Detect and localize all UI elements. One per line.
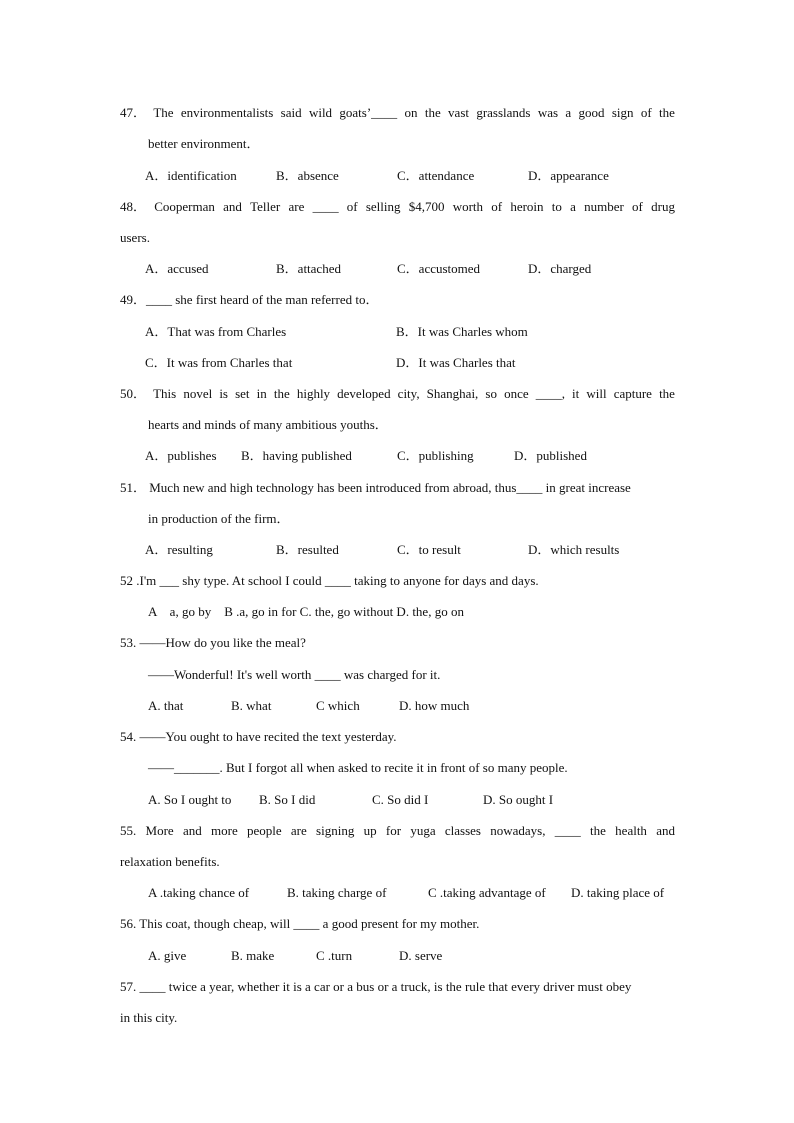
question-48-line-2: users. (120, 230, 150, 245)
question-56-option-a[interactable]: A. give (148, 948, 187, 963)
question-50-line-2: hearts and minds of many ambitious youths． (148, 417, 388, 432)
question-47-option-a[interactable]: A．identification (145, 168, 237, 183)
question-47-option-c[interactable]: C．attendance (397, 168, 475, 183)
question-51-option-b[interactable]: B．resulted (276, 542, 339, 557)
question-56-option-b[interactable]: B. make (231, 948, 275, 963)
question-56-option-d[interactable]: D. serve (399, 948, 443, 963)
question-55-option-d[interactable]: D. taking place of (571, 885, 665, 900)
question-50-line-1: 50． This novel is set in the highly developed city, Shanghai, so once ____, it will capture the (120, 386, 675, 401)
question-55-option-a[interactable]: A .taking chance of (148, 885, 250, 900)
question-53-option-b[interactable]: B. what (231, 698, 272, 713)
question-56-line-1: 56. This coat, though cheap, will ____ a good present for my mother. (120, 916, 480, 931)
question-54-line-1: 54. ——You ought to have recited the text yesterday. (120, 729, 397, 744)
question-55-option-b[interactable]: B. taking charge of (287, 885, 387, 900)
question-50-option-a[interactable]: A．publishes (145, 448, 217, 463)
question-49-option-d[interactable]: D．It was Charles that (396, 355, 516, 370)
question-49-option-a[interactable]: A．That was from Charles (145, 324, 287, 339)
question-55-line-1: 55. More and more people are signing up for yuga classes nowadays, ____ the health and (120, 823, 675, 838)
question-53-option-d[interactable]: D. how much (399, 698, 470, 713)
question-49-line-1: 49．____ she first heard of the man referred to． (120, 292, 379, 307)
question-48-option-a[interactable]: A．accused (145, 261, 209, 276)
question-47-line-1: 47． The environmentalists said wild goats’____ on the vast grasslands was a good sign of the (120, 105, 675, 120)
question-49-option-c[interactable]: C．It was from Charles that (145, 355, 293, 370)
question-50-option-b[interactable]: B．having published (241, 448, 352, 463)
question-50-option-d[interactable]: D．published (514, 448, 587, 463)
question-53-option-a[interactable]: A. that (148, 698, 184, 713)
question-47-option-d[interactable]: D．appearance (528, 168, 609, 183)
question-51-line-1: 51． Much new and high technology has been introduced from abroad, thus____ in great increase (120, 480, 631, 495)
question-53-line-2: ——Wonderful! It's well worth ____ was charged for it. (148, 667, 441, 682)
question-47-option-b[interactable]: B．absence (276, 168, 339, 183)
question-52-options[interactable]: A a, go by B .a, go in for C. the, go without D. the, go on (148, 604, 464, 619)
question-51-line-2: in production of the firm． (148, 511, 290, 526)
question-54-option-c[interactable]: C. So did I (372, 792, 429, 807)
question-55-option-c[interactable]: C .taking advantage of (428, 885, 546, 900)
question-54-option-a[interactable]: A. So I ought to (148, 792, 232, 807)
question-51-option-d[interactable]: D．which results (528, 542, 620, 557)
question-54-line-2: ——_______. But I forgot all when asked to recite it in front of so many people. (148, 760, 568, 775)
question-53-option-c[interactable]: C which (316, 698, 360, 713)
question-53-line-1: 53. ——How do you like the meal? (120, 635, 306, 650)
question-48-option-c[interactable]: C．accustomed (397, 261, 481, 276)
question-48-option-d[interactable]: D．charged (528, 261, 592, 276)
question-57-line-2: in this city. (120, 1010, 178, 1025)
question-54-option-d[interactable]: D. So ought I (483, 792, 554, 807)
question-57-line-1: 57. ____ twice a year, whether it is a car or a bus or a truck, is the rule that every driver must obey (120, 979, 632, 994)
question-55-line-2: relaxation benefits. (120, 854, 220, 869)
question-52-line-1: 52 .I'm ___ shy type. At school I could ____ taking to anyone for days and days. (120, 573, 539, 588)
question-48-option-b[interactable]: B．attached (276, 261, 341, 276)
question-51-option-a[interactable]: A．resulting (145, 542, 213, 557)
question-49-option-b[interactable]: B．It was Charles whom (396, 324, 528, 339)
question-47-line-2: better environment． (148, 136, 260, 151)
question-48-line-1: 48． Cooperman and Teller are ____ of selling $4,700 worth of heroin to a number of drug (120, 199, 675, 214)
question-56-option-c[interactable]: C .turn (316, 948, 353, 963)
question-50-option-c[interactable]: C．publishing (397, 448, 474, 463)
question-51-option-c[interactable]: C．to result (397, 542, 461, 557)
question-54-option-b[interactable]: B. So I did (259, 792, 316, 807)
